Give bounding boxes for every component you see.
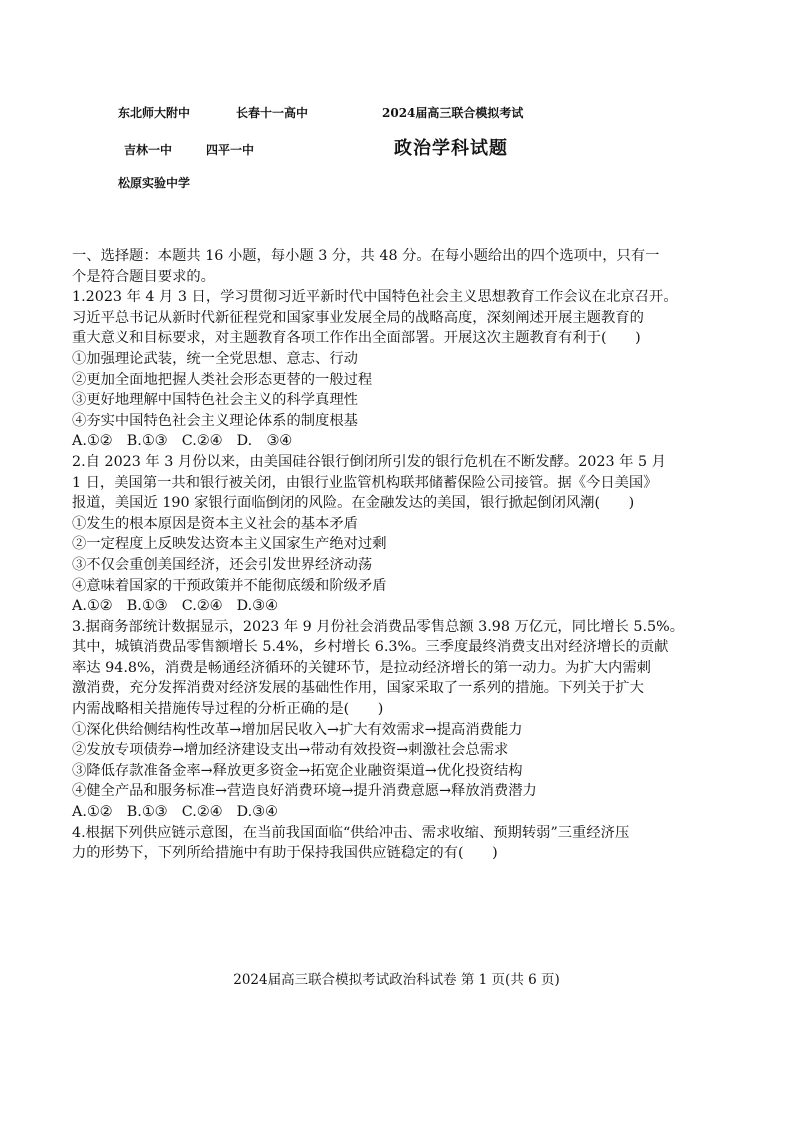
text-line: A.①② B.①③ C.②④ D. ③④ [72, 433, 293, 450]
text-line: 1.2023 年 4 月 3 日，学习贯彻习近平新时代中国特色社会主义思想教育工作会议在北京召开。 [72, 289, 678, 306]
text-line: 报道，美国近 190 家银行面临倒闭的风险。在金融发达的美国，银行掀起倒闭风潮( ) [72, 495, 635, 512]
school-name-5: 松原实验中学 [118, 176, 191, 190]
text-line: ①加强理论武装，统一全党思想、意志、行动 [72, 350, 358, 367]
school-name-4: 四平一中 [206, 143, 255, 157]
text-line: 1 日，美国第一共和银行被关闭，由银行业监管机构联邦储蓄保险公司接管。据《今日美国》 [72, 474, 658, 491]
text-line: ③降低存款准备金率→释放更多资金→拓宽企业融资渠道→优化投资结构 [72, 762, 523, 779]
text-line: 2.自 2023 年 3 月份以来，由美国硅谷银行倒闭所引发的银行危机在不断发酵。2023 年 5 月 [72, 453, 666, 470]
text-line: ④意味着国家的干预政策并不能彻底缓和阶级矛盾 [72, 577, 387, 594]
text-line: 4.根据下列供应链示意图，在当前我国面临“供给冲击、需求收缩、预期转弱”三重经济压 [72, 824, 630, 841]
text-line: ③不仅会重创美国经济，还会引发世界经济动荡 [72, 556, 373, 573]
text-line: ④夯实中国特色社会主义理论体系的制度根基 [72, 412, 358, 429]
subject-title: 政治学科试题 [394, 138, 508, 159]
text-line: ①发生的根本原因是资本主义社会的基本矛盾 [72, 515, 358, 532]
text-line: 率达 94.8%，消费是畅通经济循环的关键环节，是拉动经济增长的第一动力。为扩大内需刺 [72, 659, 651, 676]
text-line: 个是符合题目要求的。 [72, 268, 215, 285]
text-line: 内需战略相关措施传导过程的分析正确的是( ) [72, 701, 384, 718]
text-line: ①深化供给侧结构性改革→增加居民收入→扩大有效需求→提高消费能力 [72, 721, 523, 738]
text-line: 习近平总书记从新时代新征程党和国家事业发展全局的战略高度，深刻阐述开展主题教育的 [72, 309, 644, 326]
text-line: 3.据商务部统计数据显示，2023 年 9 月份社会消费品零售总额 3.98 万亿元，同比增长 5.5%。 [72, 618, 685, 635]
page-footer: 2024届高三联合模拟考试政治科试卷 第 1 页(共 6 页) [233, 972, 560, 988]
school-name-2: 长春十一高中 [236, 106, 309, 120]
text-line: ②更加全面地把握人类社会形态更替的一般过程 [72, 371, 373, 388]
text-line: 其中，城镇消费品零售额增长 5.4%，乡村增长 6.3%。三季度最终消费支出对经济增长的贡献 [72, 639, 669, 656]
text-line: 激消费，充分发挥消费对经济发展的基础性作用，国家采取了一系列的措施。下列关于扩大 [72, 680, 644, 697]
exam-name: 2024届高三联合模拟考试 [382, 106, 524, 120]
text-line: A.①② B.①③ C.②④ D.③④ [72, 598, 278, 615]
text-line: ③更好地理解中国特色社会主义的科学真理性 [72, 392, 358, 409]
text-line: 力的形势下，下列所给措施中有助于保持我国供应链稳定的有( ) [72, 845, 498, 862]
text-line: 一、选择题：本题共 16 小题，每小题 3 分，共 48 分。在每小题给出的四个选项中，只有一 [72, 248, 660, 264]
text-line: ④健全产品和服务标准→营造良好消费环境→提升消费意愿→释放消费潜力 [72, 783, 537, 800]
school-name-3: 吉林一中 [124, 143, 173, 157]
school-name-1: 东北师大附中 [118, 106, 191, 120]
text-line: ②一定程度上反映发达资本主义国家生产绝对过剩 [72, 536, 387, 553]
text-line: 重大意义和目标要求，对主题教育各项工作作出全面部署。开展这次主题教育有利于( ) [72, 330, 641, 347]
text-line: A.①② B.①③ C.②④ D.③④ [72, 804, 278, 821]
question-body [72, 246, 730, 864]
text-line: ②发放专项债券→增加经济建设支出→带动有效投资→刺激社会总需求 [72, 742, 509, 759]
